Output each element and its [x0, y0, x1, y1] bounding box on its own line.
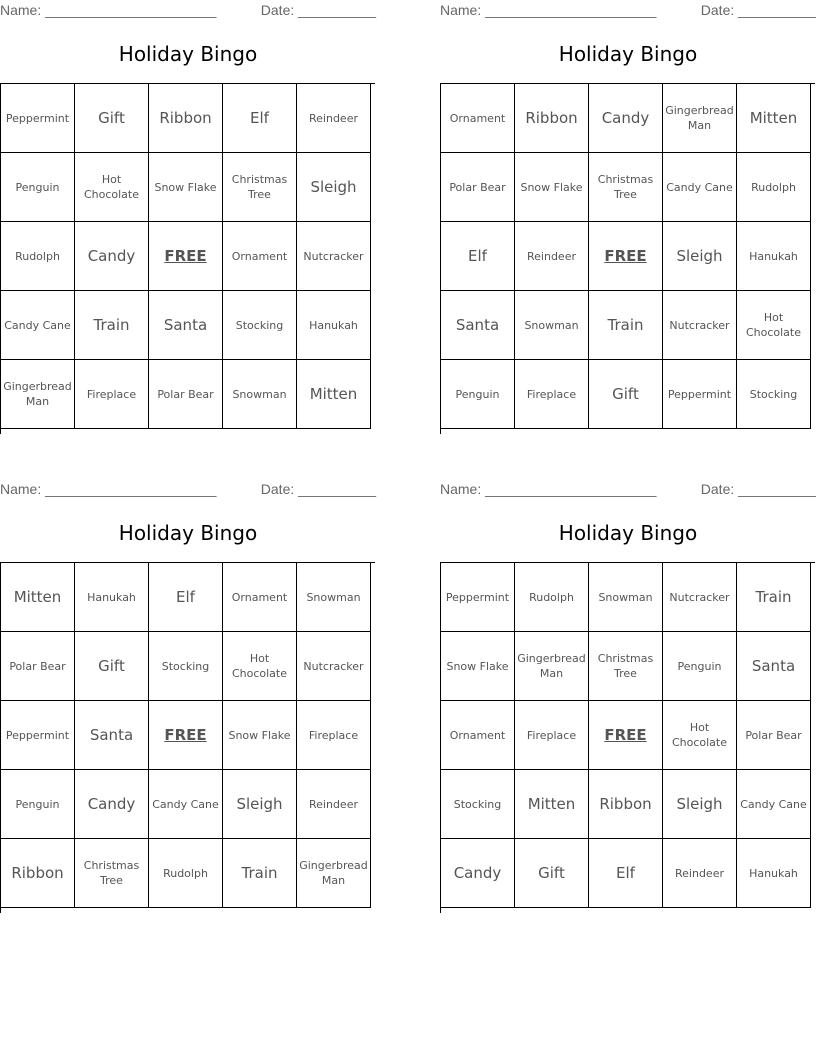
bingo-cell: Elf [441, 222, 515, 291]
bingo-cell: Christmas Tree [75, 839, 149, 908]
bingo-grid [0, 83, 375, 434]
name-field-label: Name: ______________________ [440, 2, 657, 18]
bingo-cell: Penguin [1, 770, 75, 839]
bingo-cell: Train [75, 291, 149, 360]
bingo-cell: Mitten [515, 770, 589, 839]
bingo-cell: Hot Chocolate [223, 632, 297, 701]
date-field-label: Date: __________ [700, 2, 816, 18]
bingo-cell: Ornament [441, 701, 515, 770]
card-header [440, 479, 816, 499]
card-title: Holiday Bingo [118, 521, 258, 545]
card-header [440, 0, 816, 20]
bingo-cell: Fireplace [297, 701, 371, 770]
bingo-cell: Ornament [441, 84, 515, 153]
bingo-cell: Nutcracker [297, 632, 371, 701]
date-field-label: Date: __________ [260, 481, 376, 497]
bingo-cell: Ribbon [149, 84, 223, 153]
bingo-cell: Snowman [515, 291, 589, 360]
bingo-cell: Hanukah [737, 222, 811, 291]
bingo-cell: Reindeer [515, 222, 589, 291]
free-space-cell: FREE [589, 701, 663, 770]
bingo-cell: Candy [75, 770, 149, 839]
bingo-cell: Peppermint [441, 563, 515, 632]
bingo-cell: Penguin [1, 153, 75, 222]
bingo-cell: Train [589, 291, 663, 360]
bingo-cell: Hanukah [75, 563, 149, 632]
bingo-grid [440, 83, 815, 434]
bingo-cell: Gingerbread Man [1, 360, 75, 429]
bingo-cell: Polar Bear [737, 701, 811, 770]
card-header [0, 479, 376, 499]
card-title: Holiday Bingo [558, 521, 698, 545]
bingo-cell: Stocking [223, 291, 297, 360]
bingo-cell: Elf [149, 563, 223, 632]
bingo-cell: Ribbon [1, 839, 75, 908]
bingo-cell: Candy [589, 84, 663, 153]
bingo-cell: Gingerbread Man [663, 84, 737, 153]
date-field-label: Date: __________ [260, 2, 376, 18]
bingo-cell: Candy Cane [663, 153, 737, 222]
bingo-cell: Ribbon [515, 84, 589, 153]
free-space-cell: FREE [149, 222, 223, 291]
bingo-cell: Candy Cane [737, 770, 811, 839]
name-field-label: Name: ______________________ [0, 2, 217, 18]
bingo-cell: Nutcracker [663, 291, 737, 360]
bingo-cell: Candy [441, 839, 515, 908]
bingo-cell: Gingerbread Man [515, 632, 589, 701]
bingo-cell: Fireplace [515, 360, 589, 429]
bingo-cell: Mitten [297, 360, 371, 429]
bingo-cell: Ribbon [589, 770, 663, 839]
bingo-cell: Stocking [737, 360, 811, 429]
bingo-cell: Sleigh [663, 770, 737, 839]
bingo-cell: Gingerbread Man [297, 839, 371, 908]
bingo-cell: Mitten [1, 563, 75, 632]
bingo-cell: Christmas Tree [223, 153, 297, 222]
name-field-label: Name: ______________________ [0, 481, 217, 497]
date-field-label: Date: __________ [700, 481, 816, 497]
card-header [0, 0, 376, 20]
bingo-cell: Mitten [737, 84, 811, 153]
bingo-cell: Reindeer [297, 84, 371, 153]
bingo-grid [0, 562, 375, 913]
bingo-cell: Hot Chocolate [663, 701, 737, 770]
bingo-grid [440, 562, 815, 913]
bingo-cell: Santa [149, 291, 223, 360]
bingo-cell: Snowman [589, 563, 663, 632]
bingo-cell: Polar Bear [1, 632, 75, 701]
bingo-cell: Christmas Tree [589, 153, 663, 222]
bingo-cell: Elf [223, 84, 297, 153]
bingo-cell: Ornament [223, 563, 297, 632]
bingo-cell: Hanukah [297, 291, 371, 360]
bingo-cell: Gift [589, 360, 663, 429]
card-title: Holiday Bingo [558, 42, 698, 66]
bingo-cell: Rudolph [149, 839, 223, 908]
bingo-cell: Ornament [223, 222, 297, 291]
bingo-cell: Train [737, 563, 811, 632]
bingo-cell: Snow Flake [223, 701, 297, 770]
bingo-cell: Snow Flake [441, 632, 515, 701]
bingo-cell: Hot Chocolate [75, 153, 149, 222]
bingo-cell: Penguin [441, 360, 515, 429]
bingo-cell: Reindeer [297, 770, 371, 839]
bingo-cell: Gift [75, 632, 149, 701]
bingo-cell: Gift [75, 84, 149, 153]
bingo-cell: Rudolph [737, 153, 811, 222]
bingo-cell: Penguin [663, 632, 737, 701]
bingo-cell: Santa [441, 291, 515, 360]
bingo-cell: Nutcracker [297, 222, 371, 291]
bingo-cell: Santa [737, 632, 811, 701]
bingo-cell: Snowman [223, 360, 297, 429]
bingo-cell: Candy Cane [1, 291, 75, 360]
bingo-cell: Polar Bear [441, 153, 515, 222]
bingo-cell: Train [223, 839, 297, 908]
bingo-cell: Peppermint [663, 360, 737, 429]
bingo-cell: Santa [75, 701, 149, 770]
bingo-cell: Snowman [297, 563, 371, 632]
free-space-cell: FREE [589, 222, 663, 291]
name-field-label: Name: ______________________ [440, 481, 657, 497]
bingo-cell: Stocking [441, 770, 515, 839]
bingo-cell: Fireplace [75, 360, 149, 429]
bingo-cell: Peppermint [1, 701, 75, 770]
bingo-cell: Fireplace [515, 701, 589, 770]
bingo-cell: Rudolph [515, 563, 589, 632]
bingo-cell: Hanukah [737, 839, 811, 908]
bingo-cell: Snow Flake [149, 153, 223, 222]
bingo-cell: Candy Cane [149, 770, 223, 839]
bingo-cell: Candy [75, 222, 149, 291]
bingo-cell: Gift [515, 839, 589, 908]
bingo-cell: Peppermint [1, 84, 75, 153]
bingo-cell: Polar Bear [149, 360, 223, 429]
bingo-cell: Nutcracker [663, 563, 737, 632]
bingo-cell: Sleigh [663, 222, 737, 291]
card-title: Holiday Bingo [118, 42, 258, 66]
bingo-cell: Rudolph [1, 222, 75, 291]
bingo-cell: Christmas Tree [589, 632, 663, 701]
bingo-cell: Stocking [149, 632, 223, 701]
bingo-cell: Hot Chocolate [737, 291, 811, 360]
bingo-cell: Snow Flake [515, 153, 589, 222]
bingo-cell: Sleigh [297, 153, 371, 222]
bingo-cell: Reindeer [663, 839, 737, 908]
bingo-cell: Elf [589, 839, 663, 908]
free-space-cell: FREE [149, 701, 223, 770]
bingo-cell: Sleigh [223, 770, 297, 839]
